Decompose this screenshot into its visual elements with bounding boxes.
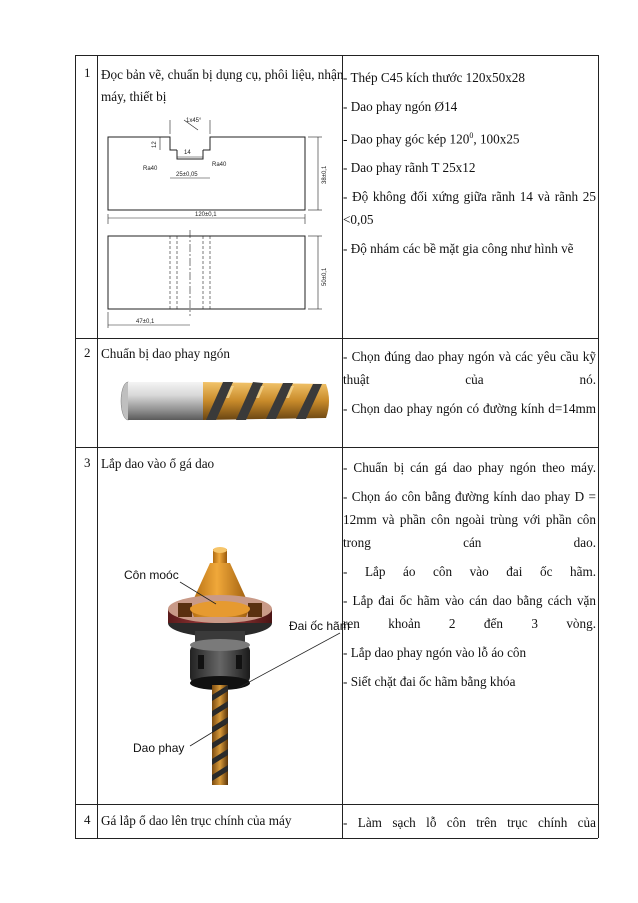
row-1-number: 1 bbox=[84, 65, 91, 80]
dim-ra40-a: Ra40 bbox=[143, 166, 158, 172]
row-4-number: 4 bbox=[84, 812, 91, 827]
req-3-5: - Lắp dao phay ngón vào lỗ áo côn bbox=[343, 645, 527, 660]
dim-38: 38±0,1 bbox=[322, 165, 328, 184]
req-3-3: - Lắp áo côn vào đai ốc hãm. bbox=[343, 564, 596, 579]
req-1-3-suffix: , 100x25 bbox=[473, 131, 520, 147]
req-2-1: - Chọn đúng dao phay ngón và các yêu cầu kỹ thuật của nó. bbox=[343, 349, 596, 387]
row-3-task: Lắp dao vào ổ gá dao bbox=[101, 456, 215, 471]
req-1-3-sup: 0 bbox=[469, 131, 474, 140]
req-3-6: - Siết chặt đai ốc hãm bằng khóa bbox=[343, 674, 516, 689]
dim-angle: 1x45° bbox=[186, 118, 202, 124]
row-4-requirements bbox=[343, 811, 596, 840]
row-3-number: 3 bbox=[84, 455, 91, 470]
req-3-1: - Chuẩn bị cán gá dao phay ngón theo máy. bbox=[343, 460, 596, 475]
req-2-2: - Chọn dao phay ngón có đường kính d=14mm bbox=[343, 401, 596, 416]
req-1-1: - Thép C45 kích thước 120x50x28 bbox=[343, 70, 525, 85]
dim-47: 47±0,1 bbox=[136, 319, 155, 325]
req-4-1: - Làm sạch lỗ côn trên trục chính của bbox=[343, 815, 596, 830]
dim-12: 12 bbox=[152, 141, 158, 148]
req-3-4: - Lắp đai ốc hãm vào cán dao bằng cách vặn ren khoản 2 đến 3 vòng. bbox=[343, 593, 596, 631]
label-con-mooc: Côn moóc bbox=[124, 568, 179, 582]
dim-120: 120±0,1 bbox=[195, 212, 217, 218]
label-dao-phay: Dao phay bbox=[133, 741, 185, 755]
row-1-task: Đọc bản vẽ, chuẩn bị dụng cụ, phôi liệu, nhận máy, thiết bị bbox=[101, 67, 344, 104]
req-1-2: - Dao phay ngón Ø14 bbox=[343, 99, 458, 114]
row-2-number: 2 bbox=[84, 345, 91, 360]
dim-14: 14 bbox=[184, 150, 191, 156]
req-1-6: - Độ nhám các bề mặt gia công như hình vẽ bbox=[343, 241, 574, 257]
dim-50: 50±0,1 bbox=[322, 267, 328, 286]
req-1-4: - Dao phay rãnh T 25x12 bbox=[343, 160, 476, 176]
req-1-5: - Độ không đối xứng giữa rãnh 14 và rãnh 25 <0,05 bbox=[343, 189, 596, 228]
label-dai-oc-ham: Đai ốc hãm bbox=[289, 619, 350, 633]
row-2-task: Chuẩn bị dao phay ngón bbox=[101, 346, 230, 361]
row-3-requirements bbox=[343, 456, 596, 699]
row-4-task: Gá lắp ổ dao lên trục chính của máy bbox=[101, 813, 292, 828]
req-3-2: - Chọn áo côn bằng đường kính dao phay D = 12mm và phần côn ngoài trùng với phần côn trong cán dao. bbox=[343, 489, 596, 550]
dim-25: 25±0,05 bbox=[176, 172, 198, 178]
dim-ra40-b: Ra40 bbox=[212, 162, 227, 168]
req-1-3-text: - Dao phay góc kép 120 bbox=[343, 131, 470, 147]
